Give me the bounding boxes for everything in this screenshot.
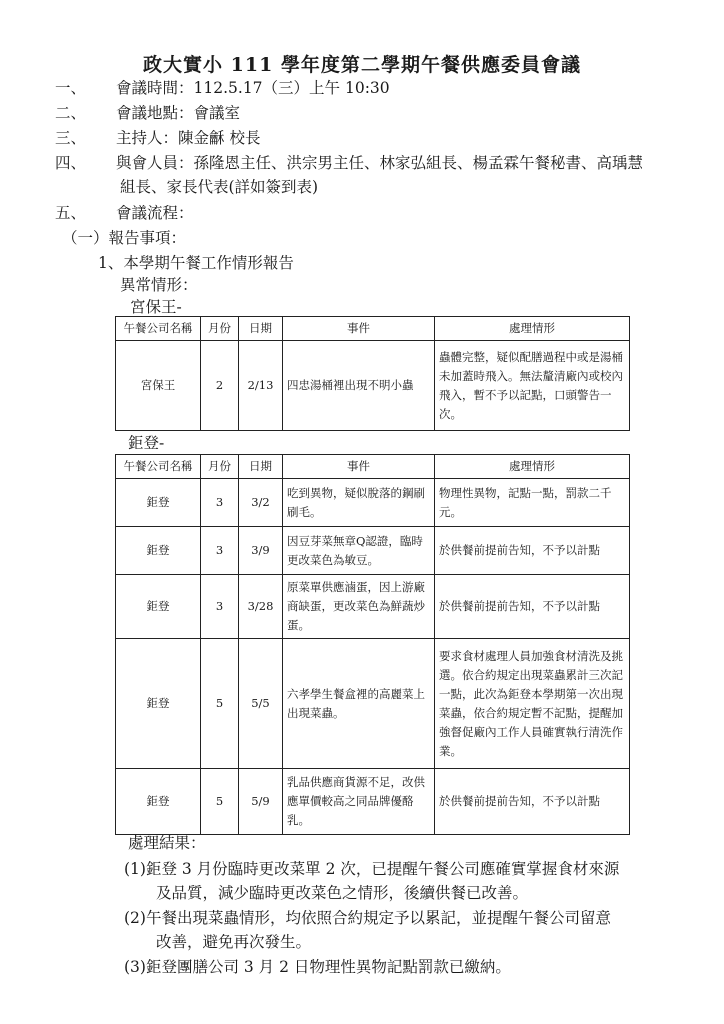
cell-event: 原菜單供應滷蛋，因上游廠商缺蛋，更改菜色為鮮蔬炒蛋。 — [283, 575, 435, 639]
header-month: 月份 — [201, 317, 239, 341]
cell-action: 於供餐前提前告知，不予以計點 — [435, 575, 630, 639]
table-row — [116, 575, 630, 639]
cell-event: 六孝學生餐盒裡的高麗菜上出現菜蟲。 — [283, 639, 435, 769]
item-meeting-time — [55, 78, 390, 98]
cell-action: 蟲體完整，疑似配膳過程中或是湯桶未加蓋時飛入。無法釐清廠內或校內飛入，暫不予以記點，口頭警告一次。 — [435, 341, 630, 431]
item-host — [55, 128, 260, 148]
result-text-continued: 改善，避免再次發生。 — [156, 933, 312, 951]
item-number: 一、 — [55, 79, 87, 97]
result-text-continued: 及品質，減少臨時更改菜色之情形，後續供餐已改善。 — [156, 884, 529, 902]
cell-event: 因豆芽菜無章Q認證，臨時更改菜色為敏豆。 — [283, 527, 435, 575]
header-action: 處理情形 — [435, 455, 630, 479]
cell-company: 鉅登 — [116, 527, 201, 575]
item-attendees — [55, 153, 643, 173]
table-row — [116, 639, 630, 769]
report-subheading: 1、本學期午餐工作情形報告 — [98, 254, 294, 272]
result-item-2 — [124, 906, 664, 954]
cell-company: 鉅登 — [116, 575, 201, 639]
table-header-row — [116, 455, 630, 479]
item-attendees-continued: 組長、家長代表(詳如簽到表) — [120, 178, 319, 196]
cell-company: 鉅登 — [116, 639, 201, 769]
cell-company: 鉅登 — [116, 479, 201, 527]
item-text: 主持人：陳金龢 校長 — [116, 129, 261, 147]
cell-month: 5 — [201, 769, 239, 835]
cell-event: 四忠湯桶裡出現不明小蟲 — [283, 341, 435, 431]
header-action: 處理情形 — [435, 317, 630, 341]
cell-date: 2/13 — [239, 341, 283, 431]
table-row — [116, 341, 630, 431]
cell-month: 2 — [201, 341, 239, 431]
item-number: 四、 — [55, 154, 87, 172]
cell-event: 乳品供應商貨源不足，改供應單價較高之同品牌優酪乳。 — [283, 769, 435, 835]
item-text: 會議時間：112.5.17（三）上午 10:30 — [116, 79, 390, 97]
cell-action: 於供餐前提前告知，不予以計點 — [435, 769, 630, 835]
cell-date: 5/5 — [239, 639, 283, 769]
result-text: 鉅登 3 月份臨時更改菜單 2 次，已提醒午餐公司應確實掌握食材來源 — [145, 860, 620, 878]
table-vendor1 — [115, 316, 630, 431]
vendor2-label: 鉅登- — [128, 434, 165, 452]
vendor1-label: 宮保王- — [130, 298, 182, 316]
cell-month: 5 — [201, 639, 239, 769]
item-number: 三、 — [55, 129, 87, 147]
result-number: (1) — [124, 860, 146, 878]
cell-date: 5/9 — [239, 769, 283, 835]
result-text: 鉅登團膳公司 3 月 2 日物理性異物記點罰款已繳納。 — [145, 958, 511, 976]
table-row — [116, 769, 630, 835]
item-agenda — [55, 203, 194, 223]
table-row — [116, 479, 630, 527]
table-row — [116, 527, 630, 575]
abnormal-label: 異常情形： — [120, 276, 198, 294]
item-text: 與會人員：孫隆恩主任、洪宗男主任、林家弘組長、楊孟霖午餐秘書、高瑀慧 — [116, 154, 644, 172]
cell-company: 鉅登 — [116, 769, 201, 835]
cell-month: 3 — [201, 575, 239, 639]
cell-company: 宮保王 — [116, 341, 201, 431]
item-text: 會議流程： — [116, 204, 194, 222]
header-month: 月份 — [201, 455, 239, 479]
cell-action: 於供餐前提前告知，不予以計點 — [435, 527, 630, 575]
cell-date: 3/9 — [239, 527, 283, 575]
item-number: 五、 — [55, 204, 87, 222]
result-item-3 — [124, 955, 664, 979]
cell-action: 要求食材處理人員加強食材清洗及挑選。依合約規定出現菜蟲累計三次記一點，此次為鉅登本學期第一次出現菜蟲，依合約規定暫不記點，提醒加強督促廠內工作人員確實執行清洗作業。 — [435, 639, 630, 769]
result-text: 午餐出現菜蟲情形，均依照合約規定予以累記，並提醒午餐公司留意 — [145, 909, 611, 927]
item-number: 二、 — [55, 104, 87, 122]
cell-date: 3/2 — [239, 479, 283, 527]
cell-action: 物理性異物，記點一點，罰款二千元。 — [435, 479, 630, 527]
header-date: 日期 — [239, 317, 283, 341]
results-heading: 處理結果： — [128, 834, 206, 852]
table-header-row — [116, 317, 630, 341]
item-meeting-place — [55, 103, 240, 123]
header-company: 午餐公司名稱 — [116, 317, 201, 341]
result-number: (2) — [124, 909, 146, 927]
report-heading: （一）報告事項： — [62, 229, 187, 247]
header-event: 事件 — [283, 455, 435, 479]
result-number: (3) — [124, 958, 146, 976]
cell-event: 吃到異物，疑似脫落的鋼刷刷毛。 — [283, 479, 435, 527]
result-item-1 — [124, 857, 664, 905]
item-text: 會議地點：會議室 — [116, 104, 241, 122]
document-title: 政大實小 111 學年度第二學期午餐供應委員會議 — [143, 54, 581, 76]
cell-month: 3 — [201, 479, 239, 527]
cell-month: 3 — [201, 527, 239, 575]
header-company: 午餐公司名稱 — [116, 455, 201, 479]
table-vendor2 — [115, 454, 630, 835]
header-event: 事件 — [283, 317, 435, 341]
header-date: 日期 — [239, 455, 283, 479]
cell-date: 3/28 — [239, 575, 283, 639]
